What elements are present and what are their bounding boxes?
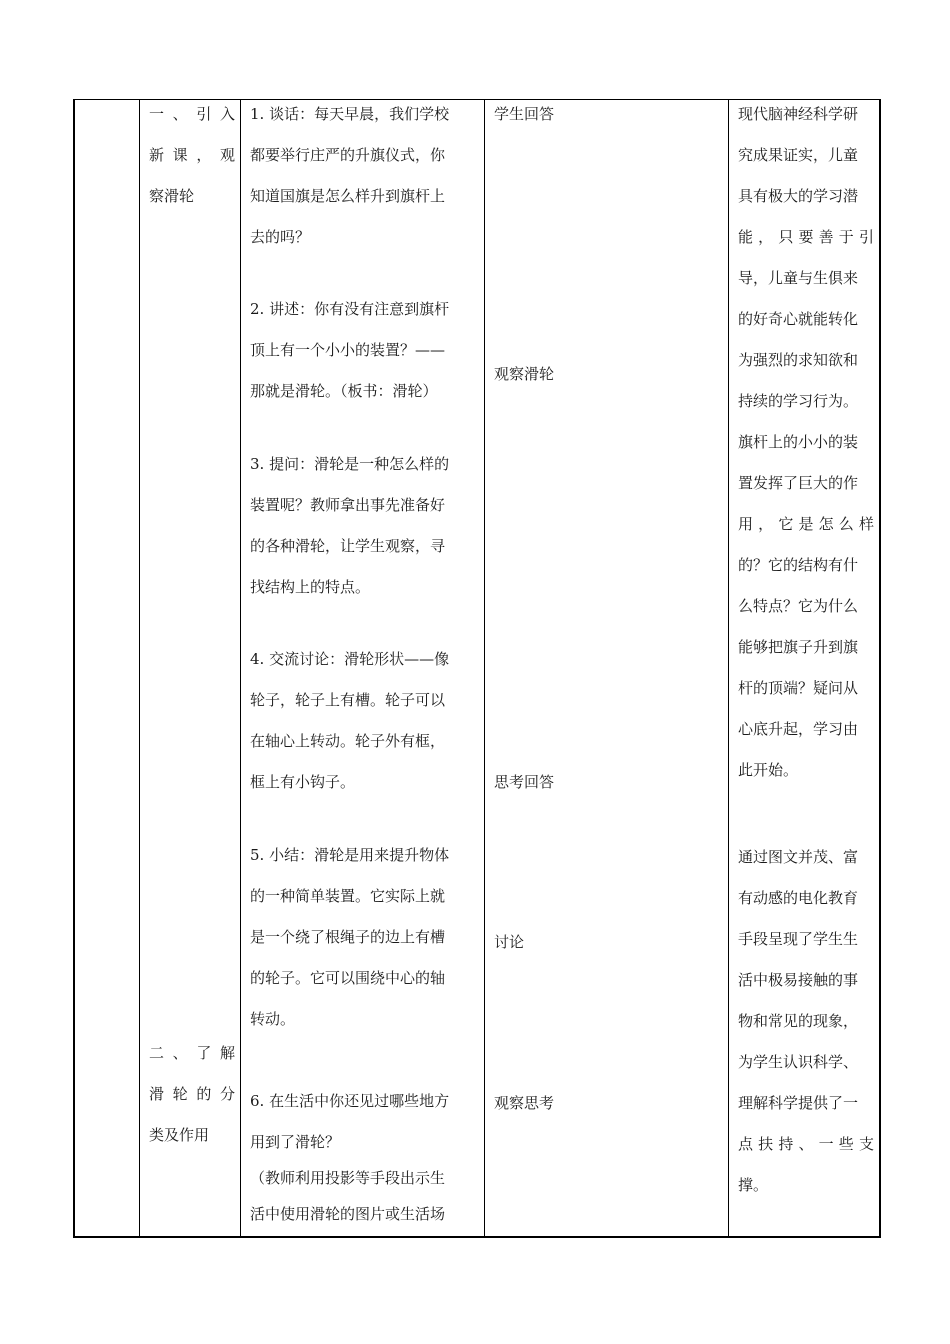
column-divider [728, 100, 729, 1236]
text-line: 此开始。 [738, 761, 799, 779]
text-line: 顶上有一个小小的装置？—— [250, 341, 446, 359]
notes-column [738, 100, 874, 1236]
student-discuss: 讨论 [494, 933, 525, 951]
text-line: 杆的顶端？疑问从 [738, 679, 859, 697]
text-line: 1. 谈话：每天早晨，我们学校 [250, 105, 450, 123]
text-line: 2. 讲述：你有没有注意到旗杆 [250, 300, 450, 318]
text-line: 置发挥了巨大的作 [738, 474, 859, 492]
column-divider [139, 100, 140, 1236]
text-line: 4. 交流讨论：滑轮形状——像 [250, 650, 450, 668]
lesson-plan-table [73, 99, 881, 1238]
text-line: 的好奇心就能转化 [738, 310, 859, 328]
text-line: 知道国旗是怎么样升到旗杆上 [250, 187, 446, 205]
text-line: 用到了滑轮？ [250, 1133, 341, 1151]
text-line: 有动感的电化教育 [738, 889, 859, 907]
text-line: 物和常见的现象， [738, 1012, 859, 1030]
student-answer: 学生回答 [494, 105, 555, 123]
text-line: 5. 小结：滑轮是用来提升物体 [250, 846, 450, 864]
text-line: 么特点？它为什么 [738, 597, 859, 615]
text-line: 6. 在生活中你还见过哪些地方 [250, 1092, 450, 1110]
text-line: 撑。 [738, 1176, 769, 1194]
text-line: 找结构上的特点。 [250, 578, 371, 596]
text-line: 为强烈的求知欲和 [738, 351, 859, 369]
text-line: 的轮子。它可以围绕中心的轴 [250, 969, 446, 987]
text-line: 点 扶 持 、 一 些 支 [738, 1135, 874, 1153]
text-line: 手段呈现了学生生 [738, 930, 859, 948]
text-line: 都要举行庄严的升旗仪式，你 [250, 146, 446, 164]
column-divider [240, 100, 241, 1236]
text-line: 去的吗？ [250, 228, 311, 246]
text-line: 导，儿童与生俱来 [738, 269, 859, 287]
student-column [494, 100, 724, 1236]
stage-line: 滑 轮 的 分 [149, 1085, 235, 1103]
text-line: 的各种滑轮，让学生观察，寻 [250, 537, 446, 555]
teacher-column [250, 100, 480, 1236]
text-line: 通过图文并茂、富 [738, 848, 859, 866]
text-line: 能 ， 只 要 善 于 引 [738, 228, 874, 246]
text-line: 现代脑神经科学研 [738, 105, 859, 123]
student-observe: 观察滑轮 [494, 365, 555, 383]
text-line: 理解科学提供了一 [738, 1094, 859, 1112]
text-line: 心底升起，学习由 [738, 720, 859, 738]
text-line: （教师利用投影等手段出示生 [250, 1169, 446, 1187]
text-line: 活中极易接触的事 [738, 971, 859, 989]
text-line: 在轴心上转动。轮子外有框， [250, 732, 446, 750]
column-divider [484, 100, 485, 1236]
text-line: 用 ， 它 是 怎 么 样 [738, 515, 874, 533]
student-think: 思考回答 [494, 773, 555, 791]
text-line: 那就是滑轮。（板书：滑轮） [250, 382, 438, 400]
stage-line: 察滑轮 [149, 187, 195, 205]
text-line: 旗杆上的小小的装 [738, 433, 859, 451]
text-line: 为学生认识科学、 [738, 1053, 859, 1071]
stage-line: 二 、 了 解 [149, 1044, 235, 1062]
text-line: 究成果证实，儿童 [738, 146, 859, 164]
text-line: 持续的学习行为。 [738, 392, 859, 410]
stage-line: 一 、 引 入 [149, 105, 235, 123]
stage-column [149, 100, 235, 1236]
text-line: 的？它的结构有什 [738, 556, 859, 574]
stage-line: 新 课 ， 观 [149, 146, 235, 164]
text-line: 的一种简单装置。它实际上就 [250, 887, 446, 905]
stage-line: 类及作用 [149, 1126, 210, 1144]
text-line: 具有极大的学习潜 [738, 187, 859, 205]
text-line: 能够把旗子升到旗 [738, 638, 859, 656]
student-observe-think: 观察思考 [494, 1094, 555, 1112]
text-line: 框上有小钩子。 [250, 773, 356, 791]
text-line: 活中使用滑轮的图片或生活场 [250, 1205, 446, 1223]
text-line: 3. 提问：滑轮是一种怎么样的 [250, 455, 450, 473]
text-line: 装置呢？教师拿出事先准备好 [250, 496, 446, 514]
text-line: 转动。 [250, 1010, 296, 1028]
text-line: 是一个绕了根绳子的边上有槽 [250, 928, 446, 946]
text-line: 轮子，轮子上有槽。轮子可以 [250, 691, 446, 709]
